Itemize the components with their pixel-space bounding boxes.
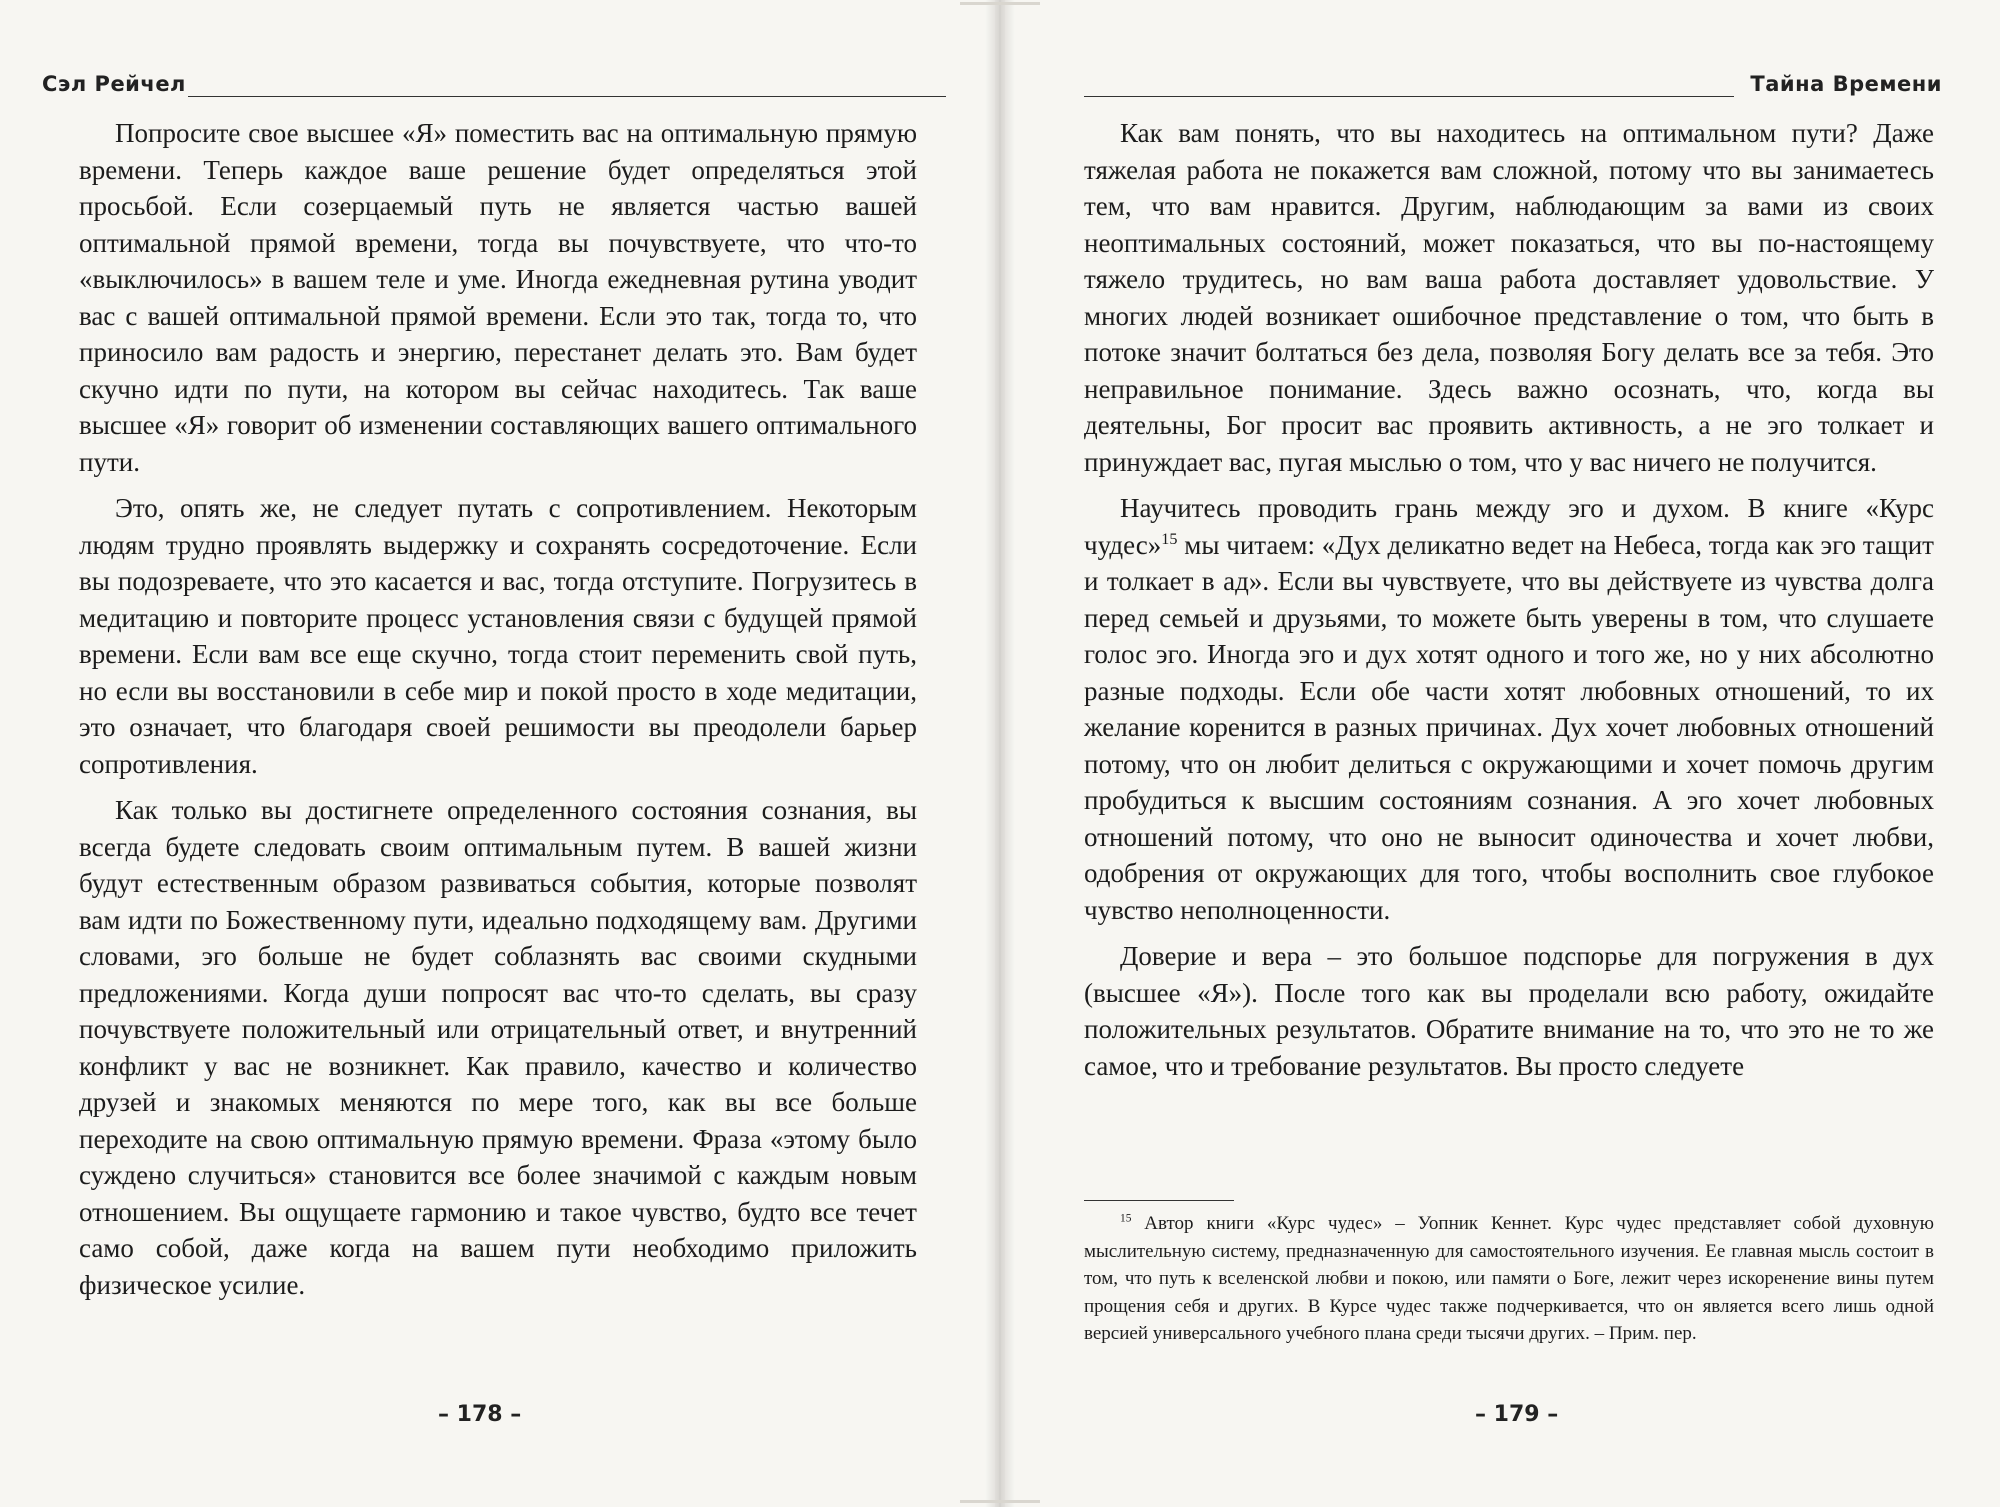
page-edge-mark bbox=[960, 1500, 1040, 1503]
footnote-rule bbox=[1084, 1200, 1234, 1201]
footnote bbox=[1084, 1210, 1934, 1348]
left-page bbox=[0, 0, 995, 1507]
page-number: – 179 – bbox=[1475, 1402, 1559, 1427]
paragraph: Как только вы достигнете определенного состояния сознания, вы всегда будете следовать своим оптимальным путем. В вашей жизни будут естественным образом развиваться события, которые позволят вам идти по Божественному пути, идеально подходящему вам. Другими словами, эго больше не будет соблазнять вас своими скудными предложениями. Когда души попросят вас что-то сделать, вы сразу почувствуете положительный или отрицательный ответ, и внутренний конфликт у вас не возникнет. Как правило, качество и количество друзей и знакомых меняются по мере того, как вы все больше переходите на свою оптимальную прямую времени. Фраза «этому было суждено случиться» становится все более значимой с каждым новым отношением. Вы ощущаете гармонию и такое чувство, будто все течет само собой, даже когда на вашем пути необходимо приложить физическое усилие. bbox=[79, 795, 917, 1300]
right-body-text bbox=[1084, 115, 1934, 1094]
right-page bbox=[1005, 0, 2000, 1507]
footnote-number: 15 bbox=[1120, 1212, 1132, 1225]
header-rule bbox=[188, 96, 946, 97]
running-head-title: Тайна Времени bbox=[1750, 72, 1942, 96]
paragraph-text: мы читаем: «Дух деликатно ведет на Небеса, тогда как эго тащит и толкает в ад». Если вы чувствуете, что вы действуете из чувства долга перед семьей и друзьями, то можете быть уверены в том, что слушаете голос эго. Иногда эго и дух хотят одного и того же, но у них абсолютно разные подходы. Если обе части хотят любовных отношений, то их желание коренится в разных причинах. Дух хочет любовных отношений потому, что он любит делиться с окружающими и хочет помочь другим пробудиться к высшим состояниям сознания. А эго хочет любовных отношений потому, что оно не выносит одиночества и хочет любви, одобрения от окружающих для того, чтобы восполнить свое глубокое чувство неполноценности. bbox=[1084, 529, 1934, 925]
paragraph bbox=[1084, 490, 1934, 928]
left-body-text bbox=[79, 115, 917, 1313]
page-edge-mark bbox=[960, 2, 1040, 5]
book-spine-shadow bbox=[985, 0, 1015, 1507]
footnote-reference: 15 bbox=[1161, 529, 1178, 548]
running-head-author: Сэл Рейчел bbox=[42, 72, 186, 96]
paragraph: Это, опять же, не следует путать с сопротивлением. Некоторым людям трудно проявлять выдержку и сохранять сосредоточение. Если вы подозреваете, что это касается и вас, тогда отступите. Погрузитесь в медитацию и повторите процесс установления связи с будущей прямой времени. Если вам все еще скучно, тогда стоит переменить свой путь, но если вы восстановили в себе мир и покой просто в ходе медитации, это означает, что благодаря своей решимости вы преодолели барьер сопротивления. bbox=[79, 493, 917, 779]
paragraph: Доверие и вера – это большое подспорье для погружения в дух (высшее «Я»). После того как вы проделали всю работу, ожидайте положительных результатов. Обратите внимание на то, что это не то же самое, что и требование результатов. Вы просто следуете bbox=[1084, 941, 1934, 1081]
header-rule bbox=[1084, 96, 1734, 97]
footnote-text: Автор книги «Курс чудес» – Уопник Кеннет. Курс чудес представляет собой духовную мыслительную систему, предназначенную для самостоятельного изучения. Ее главная мысль состоит в том, что путь к вселенской любви и покою, или памяти о Боге, лежит через искоренение вины путем прощения себя и других. В Курсе чудес также подчеркивается, что он является всего лишь одной версией универсального учебного плана среди тысячи других. – Прим. пер. bbox=[1084, 1213, 1934, 1344]
paragraph: Попросите свое высшее «Я» поместить вас на оптимальную прямую времени. Теперь каждое ваше решение будет определяться этой просьбой. Если созерцаемый путь не является частью вашей оптимальной прямой времени, тогда вы почувствуете, что что-то «выключилось» в вашем теле и уме. Иногда ежедневная рутина уводит вас с вашей оптимальной прямой времени. Если это так, тогда то, что приносило вам радость и энергию, перестанет делать это. Вам будет скучно идти по пути, на котором вы сейчас находитесь. Так ваше высшее «Я» говорит об изменении составляющих вашего оптимального пути. bbox=[79, 118, 917, 477]
paragraph: Как вам понять, что вы находитесь на оптимальном пути? Даже тяжелая работа не покажется вам сложной, потому что вы занимаетесь тем, что вам нравится. Другим, наблюдающим за вами из своих неоптимальных состояний, может показаться, что вы по-настоящему тяжело трудитесь, но вам ваша работа доставляет удовольствие. У многих людей возникает ошибочное представление о том, что быть в потоке значит болтаться без дела, позволяя Богу делать все за тебя. Это неправильное понимание. Здесь важно осознать, что, когда вы деятельны, Бог просит вас проявить активность, а не эго толкает и принуждает вас, пугая мыслью о том, что у вас ничего не получится. bbox=[1084, 118, 1934, 477]
page-number: – 178 – bbox=[438, 1402, 522, 1427]
paragraph-text: Научитесь проводить грань между эго и духом. В книге «Курс чудес» bbox=[1084, 493, 1934, 560]
